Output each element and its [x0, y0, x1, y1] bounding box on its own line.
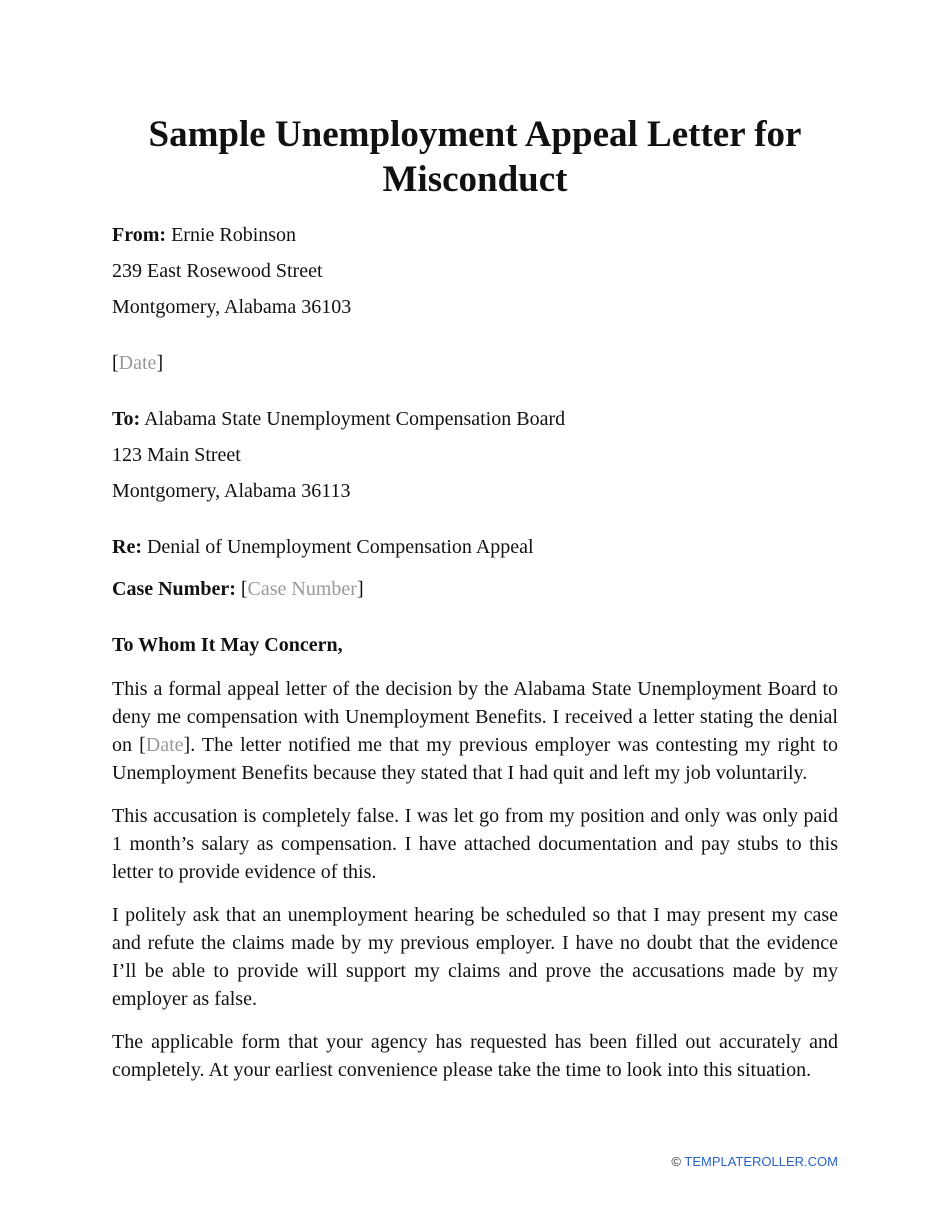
footer-credit — [671, 1154, 838, 1169]
from-city: Montgomery, Alabama 36103 — [112, 296, 352, 318]
from-name-line — [112, 222, 296, 248]
to-street: 123 Main Street — [112, 444, 241, 466]
p1-text-after: . The letter notified me that my previous employer was contesting my right to Unemployment Benefits because they stated that I had quit and left my job voluntarily. — [112, 734, 838, 784]
p1-text-before: This a formal appeal letter of the decision by the Alabama State Unemployment Board to deny me compensation with Unemployment Benefits. I received a letter stating the denial on — [112, 678, 838, 756]
date-line: [Date] — [112, 352, 164, 374]
from-label: From: — [112, 224, 167, 246]
body-paragraph-4: The applicable form that your agency has requested has been filled out accurately and completely. At your earliest convenience please take the time to look into this situation. — [112, 1031, 838, 1081]
re-value: Denial of Unemployment Compensation Appeal — [146, 536, 534, 558]
case-label: Case Number: — [112, 578, 236, 600]
case-number-placeholder: Case Number — [247, 578, 357, 600]
body-paragraph-3: I politely ask that an unemployment hearing be scheduled so that I may present my case and refute the claims made by my previous employer. I have no doubt that the evidence I’ll be able to provide will support my claims and prove the accusations made by my employer as false. — [112, 904, 838, 1010]
salutation: To Whom It May Concern, — [112, 634, 343, 656]
to-label: To: — [112, 408, 141, 430]
to-name: Alabama State Unemployment Compensation Board — [144, 408, 566, 430]
date-placeholder: Date — [118, 352, 157, 374]
re-line — [112, 534, 534, 560]
page-title: Sample Unemployment Appeal Letter for Misconduct — [148, 114, 802, 200]
to-name-line — [112, 406, 565, 432]
templateroller-link[interactable]: TEMPLATEROLLER.COM — [684, 1154, 838, 1169]
body-paragraph-2: This accusation is completely false. I was let go from my position and only was only paid 1 month’s salary as compensation. I have attached documentation and pay stubs to this letter to provide evidence of this. — [112, 805, 838, 883]
to-city: Montgomery, Alabama 36113 — [112, 480, 351, 502]
p1-date-placeholder: Date — [145, 734, 184, 756]
body-paragraph-1: This a formal appeal letter of the decision by the Alabama State Unemployment Board to deny me compensation with Unemployment Benefits. I received a letter stating the denial on [Date]. The letter notified me that my previous employer was contesting my right to Unemployment Benefits because they stated that I had quit and left my job voluntarily. — [112, 678, 838, 784]
re-label: Re: — [112, 536, 142, 558]
copyright-symbol: © — [671, 1154, 681, 1169]
from-street: 239 East Rosewood Street — [112, 260, 323, 282]
case-number-line: Case Number: [Case Number] — [112, 578, 364, 600]
from-name: Ernie Robinson — [171, 224, 297, 246]
